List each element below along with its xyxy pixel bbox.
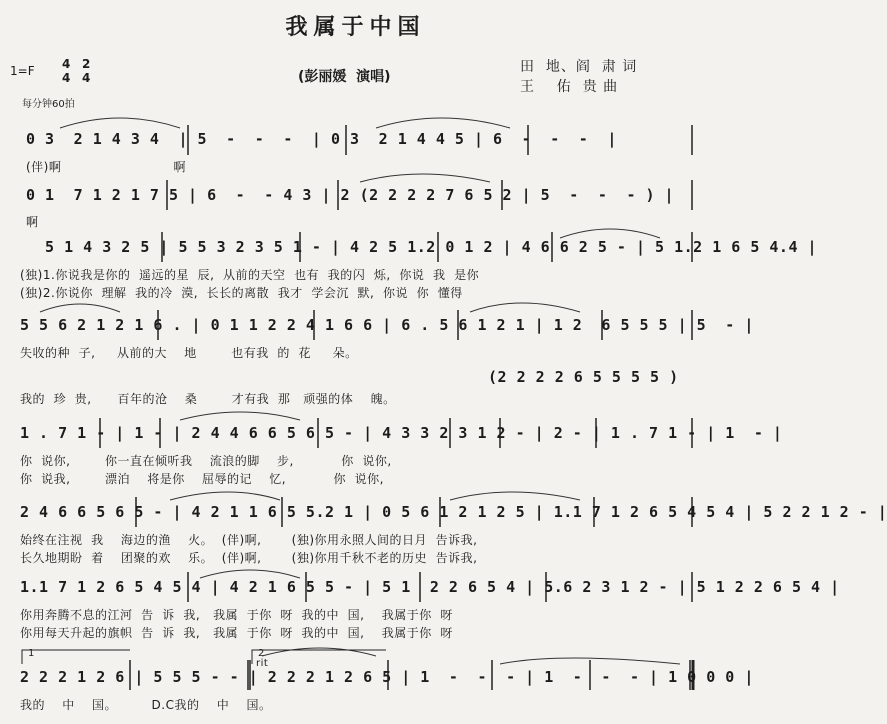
singer: (彭丽媛 演唱)	[298, 69, 391, 85]
notation-row: 5 5 6 2 1 2 1 6 . | 0 1 1 2 2 4 1 6 6 | 6 . 5 6 1 2 1 | 1 2 6 5 5 5 | 5 - |	[20, 316, 754, 334]
lyric-line: 你用奔腾不息的江河 告 诉 我, 我属 于你 呀 我的中 国, 我属于你 呀	[20, 608, 453, 622]
composer: 王 佑 贵 曲	[520, 79, 619, 95]
lyric-line: 我的 珍 贵, 百年的沧 桑 才有我 那 顽强的体 魄。	[20, 392, 396, 406]
lyric-line: 啊	[26, 215, 39, 229]
lyric-line: (独)2.你说你 理解 我的冷 漠, 长长的离散 我才 学会沉 默, 你说 你 懂得	[20, 286, 463, 300]
lyricist: 田 地、阎 肃 词	[520, 59, 638, 75]
time-signature-2-4: 2 4	[82, 57, 91, 85]
volta-first: 1	[28, 648, 35, 659]
time-signature-4-4: 4 4	[62, 57, 71, 85]
lyric-line: 你 说我, 漂泊 将是你 屈辱的记 忆, 你 说你,	[20, 472, 384, 486]
volta-second: 2	[258, 648, 265, 659]
lyric-line: (独)1.你说我是你的 遥远的星 辰, 从前的天空 也有 我的闪 烁, 你说 我 是你	[20, 268, 480, 282]
page-title: 我属于中国	[285, 15, 426, 40]
notation-row: 2 2 2 1 2 6 | 5 5 5 - - | 2 2 2 1 2 6 5 | 1 - - - | 1 - - - | 1 0 0 0 |	[20, 668, 754, 686]
lyric-line: 始终在注视 我 海边的渔 火。 (伴)啊, (独)你用永照人间的日月 告诉我,	[20, 533, 478, 547]
lyric-line: 你 说你, 你一直在倾听我 流浪的脚 步, 你 说你,	[20, 454, 392, 468]
notation-row: 0 3 2 1 4 3 4 | 5 - - - | 0 3 2 1 4 4 5 | 6 - - - |	[26, 130, 617, 148]
notation-row: 5 1 4 3 2 5 | 5 5 3 2 3 5 1 - | 4 2 5 1.2 0 1 2 | 4 6 6 2 5 - | 5 1.2 1 6 5 4.4 |	[26, 238, 818, 256]
rit-mark: rit	[256, 658, 269, 669]
notation-fill: (2 2 2 2 6 5 5 5 5 )	[488, 368, 679, 386]
lyric-line: (伴)啊 啊	[26, 160, 187, 174]
notation-row: 1 . 7 1 - | 1 - | 2 4 4 6 6 5 6 5 - | 4 3 3 2 3 1 2 - | 2 - | 1 . 7 1 - | 1 - |	[20, 424, 783, 442]
lyric-line: 失收的种 子, 从前的大 地 也有我 的 花 朵。	[20, 346, 358, 360]
lyric-line: 长久地期盼 着 团聚的欢 乐。 (伴)啊, (独)你用千秋不老的历史 告诉我,	[20, 551, 478, 565]
key-signature: 1=F	[10, 64, 35, 78]
tempo-mark: 每分钟60拍	[22, 99, 75, 110]
notation-row: 0 1 7 1 2 1 7 5 | 6 - - 4 3 | 2 (2 2 2 2 7 6 5 2 | 5 - - - ) |	[26, 186, 675, 204]
lyric-line: 我的 中 国。 D.C我的 中 国。	[20, 698, 272, 712]
notation-row: 1.1 7 1 2 6 5 4 5 4 | 4 2 1 6 5 5 - | 5 1 2 2 6 5 4 | 5.6 2 3 1 2 - | 5 1 2 2 6 5 4 |	[20, 578, 840, 596]
notation-row: 2 4 6 6 5 6 5 - | 4 2 1 1 6 5 5.2 1 | 0 5 6 1 2 1 2 5 | 1.1 7 1 2 6 5 4 5 4 | 5 2 2 1 2 - |	[20, 503, 887, 521]
lyric-line: 你用每天升起的旗帜 告 诉 我, 我属 于你 呀 我的中 国, 我属于你 呀	[20, 626, 453, 640]
